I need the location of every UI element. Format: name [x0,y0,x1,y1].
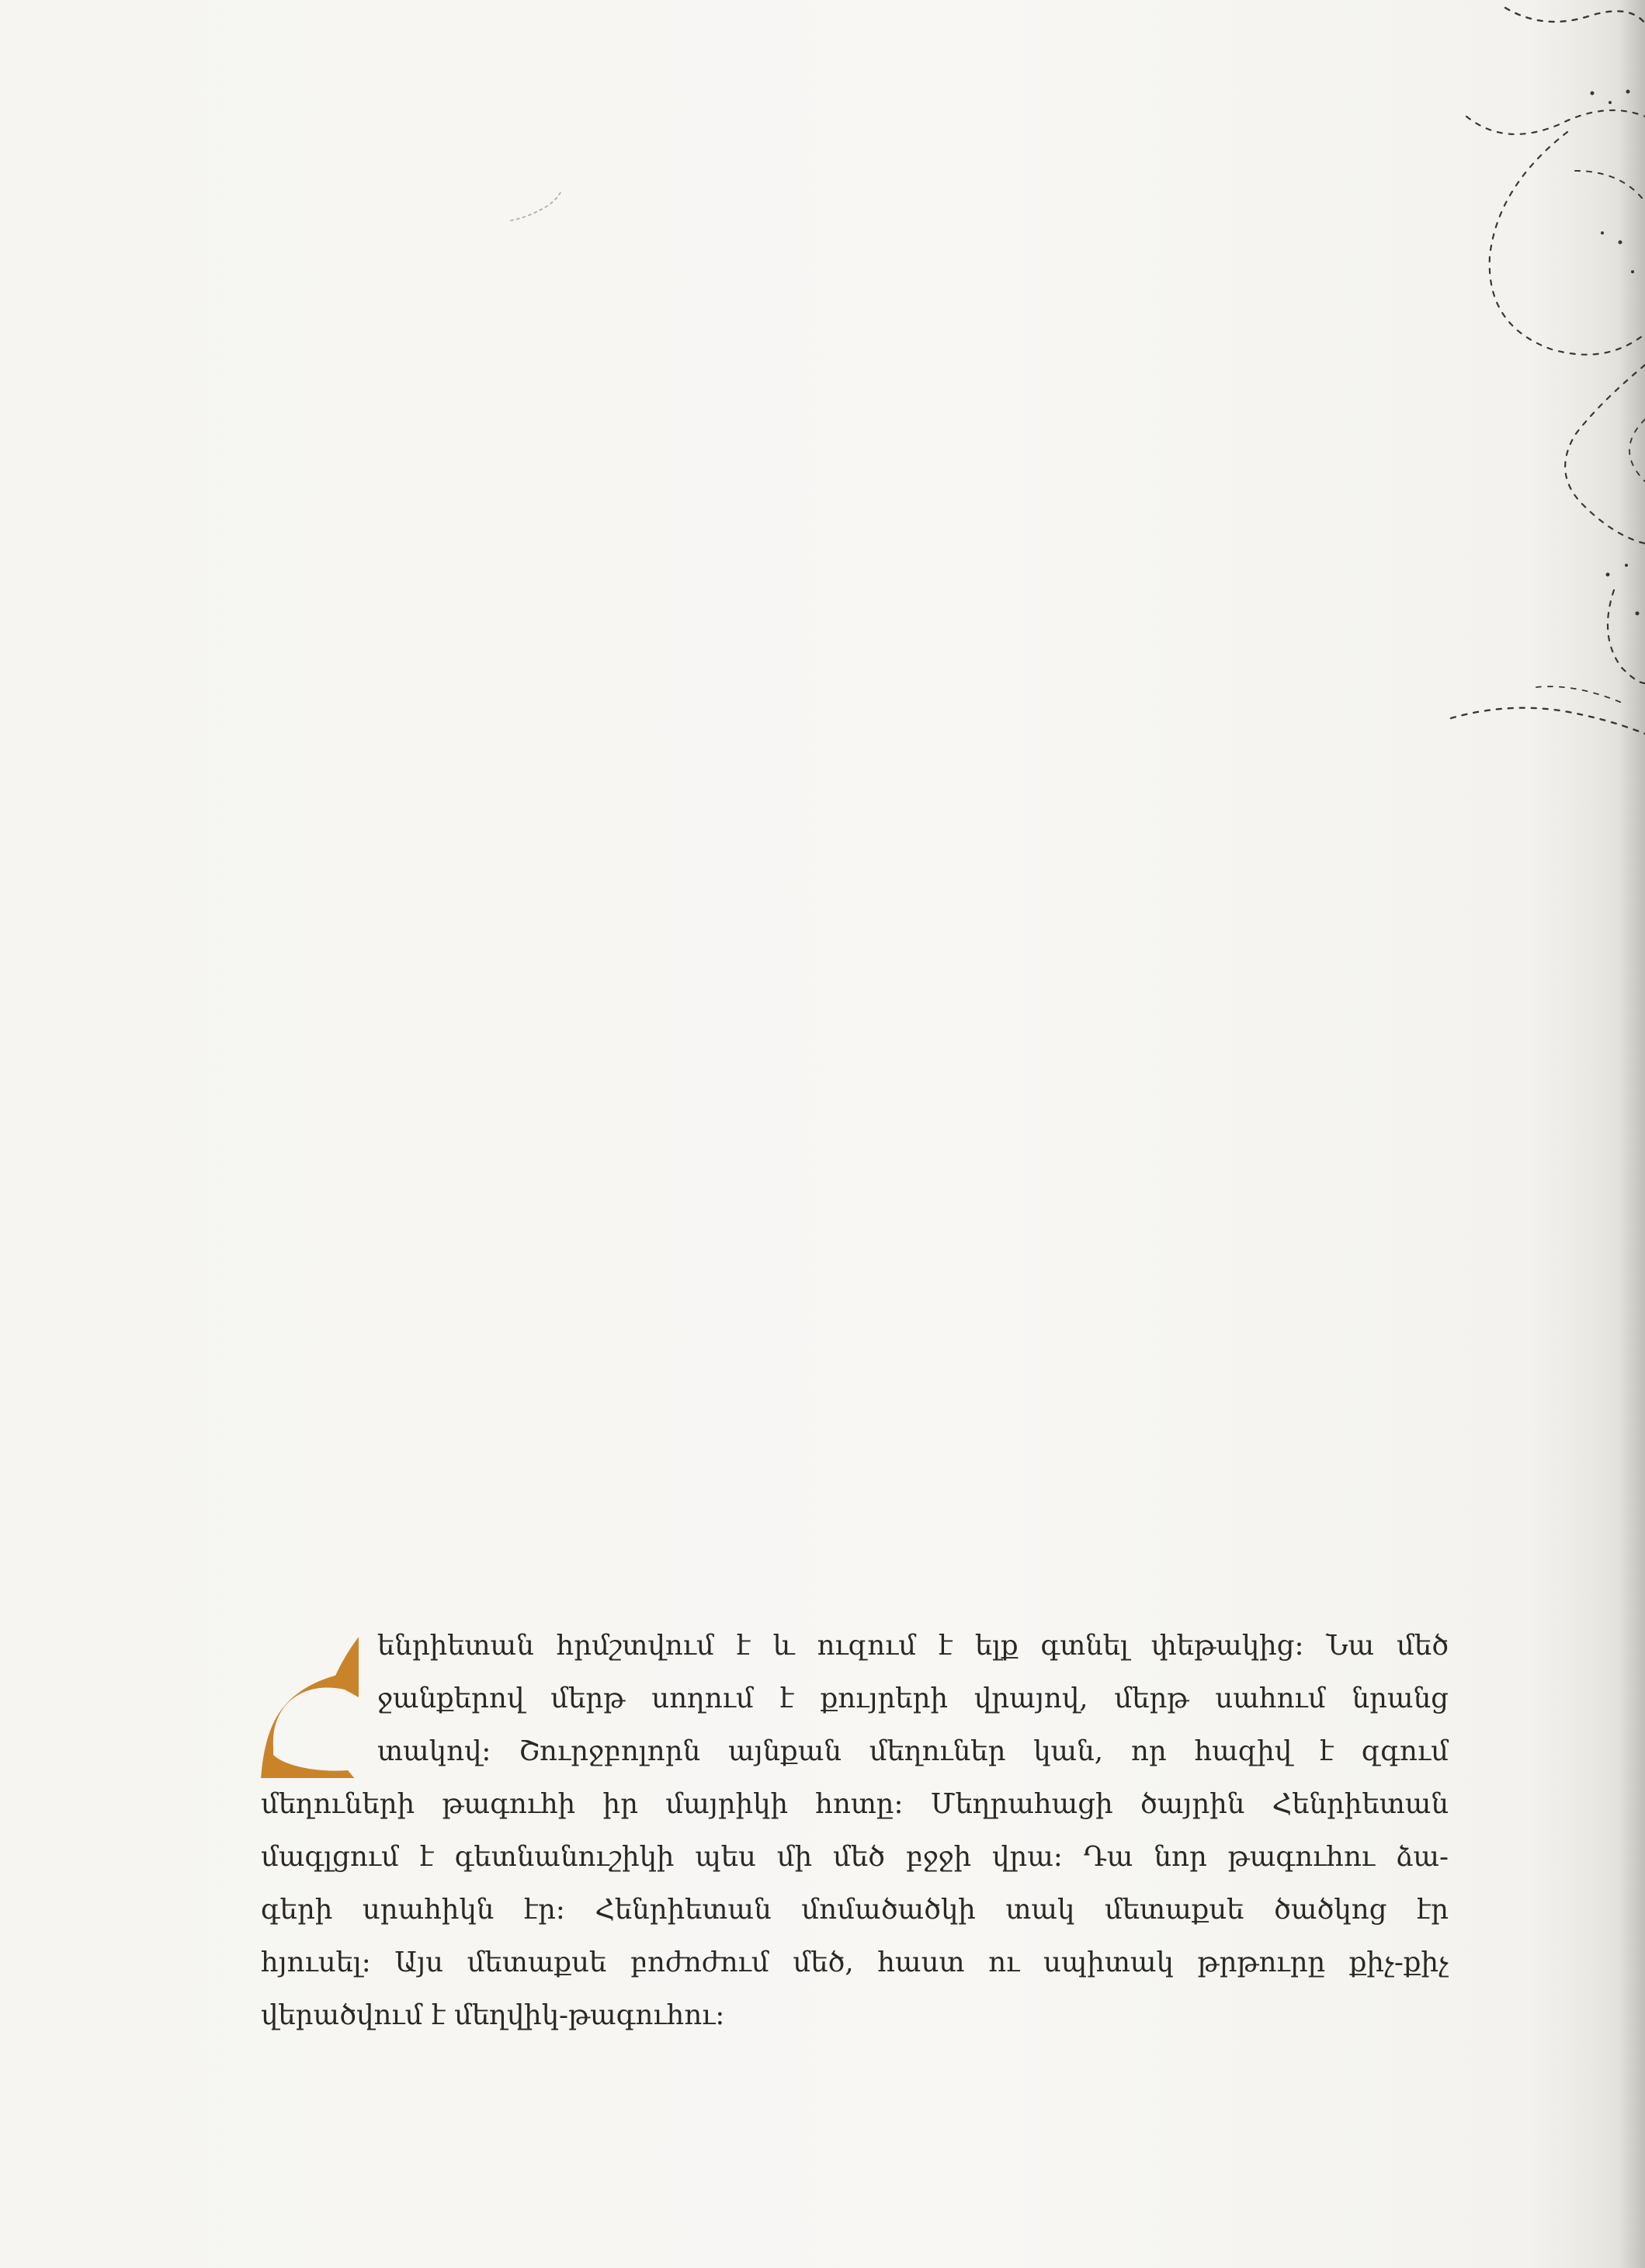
story-line: մեղուների թագուհի իր մայրիկի հոտը: Մեղրահացի ծայրին Հենրիետան [261,1788,1449,1820]
story-line: ենրիետան հրմշտվում է և ուզում է ելք գտնել փեթակից: Նա մեծ [377,1630,1449,1662]
stray-ink-mark [505,186,567,225]
bee-flight-trail-illustration [1443,0,1645,761]
story-paragraph [261,1620,1449,2042]
story-line: հյուսել: Այս մետաքսե բոժոժում մեծ, հաստ ու սպիտակ թրթուրը քիչ-քիչ [261,1947,1449,1978]
story-line: մագլցում է գետնանուշիկի պես մի մեծ բջջի վրա: Դա նոր թագուհու ձա- [261,1841,1449,1873]
drop-cap-letter [261,1631,362,1778]
story-line: վերածվում է մեղվիկ-թագուհու: [261,1999,725,2031]
page-gutter-shadow [1619,0,1645,2268]
story-line: գերի սրահիկն էր: Հենրիետան մոմածածկի տակ մետաքսե ծածկոց էր [261,1894,1449,1926]
story-line: ջանքերով մերթ սողում է քույրերի վրայով, մերթ սահում նրանց [377,1683,1449,1714]
story-line: տակով: Շուրջբոլորն այնքան մեղուներ կան, որ հազիվ է զգում [377,1735,1449,1767]
